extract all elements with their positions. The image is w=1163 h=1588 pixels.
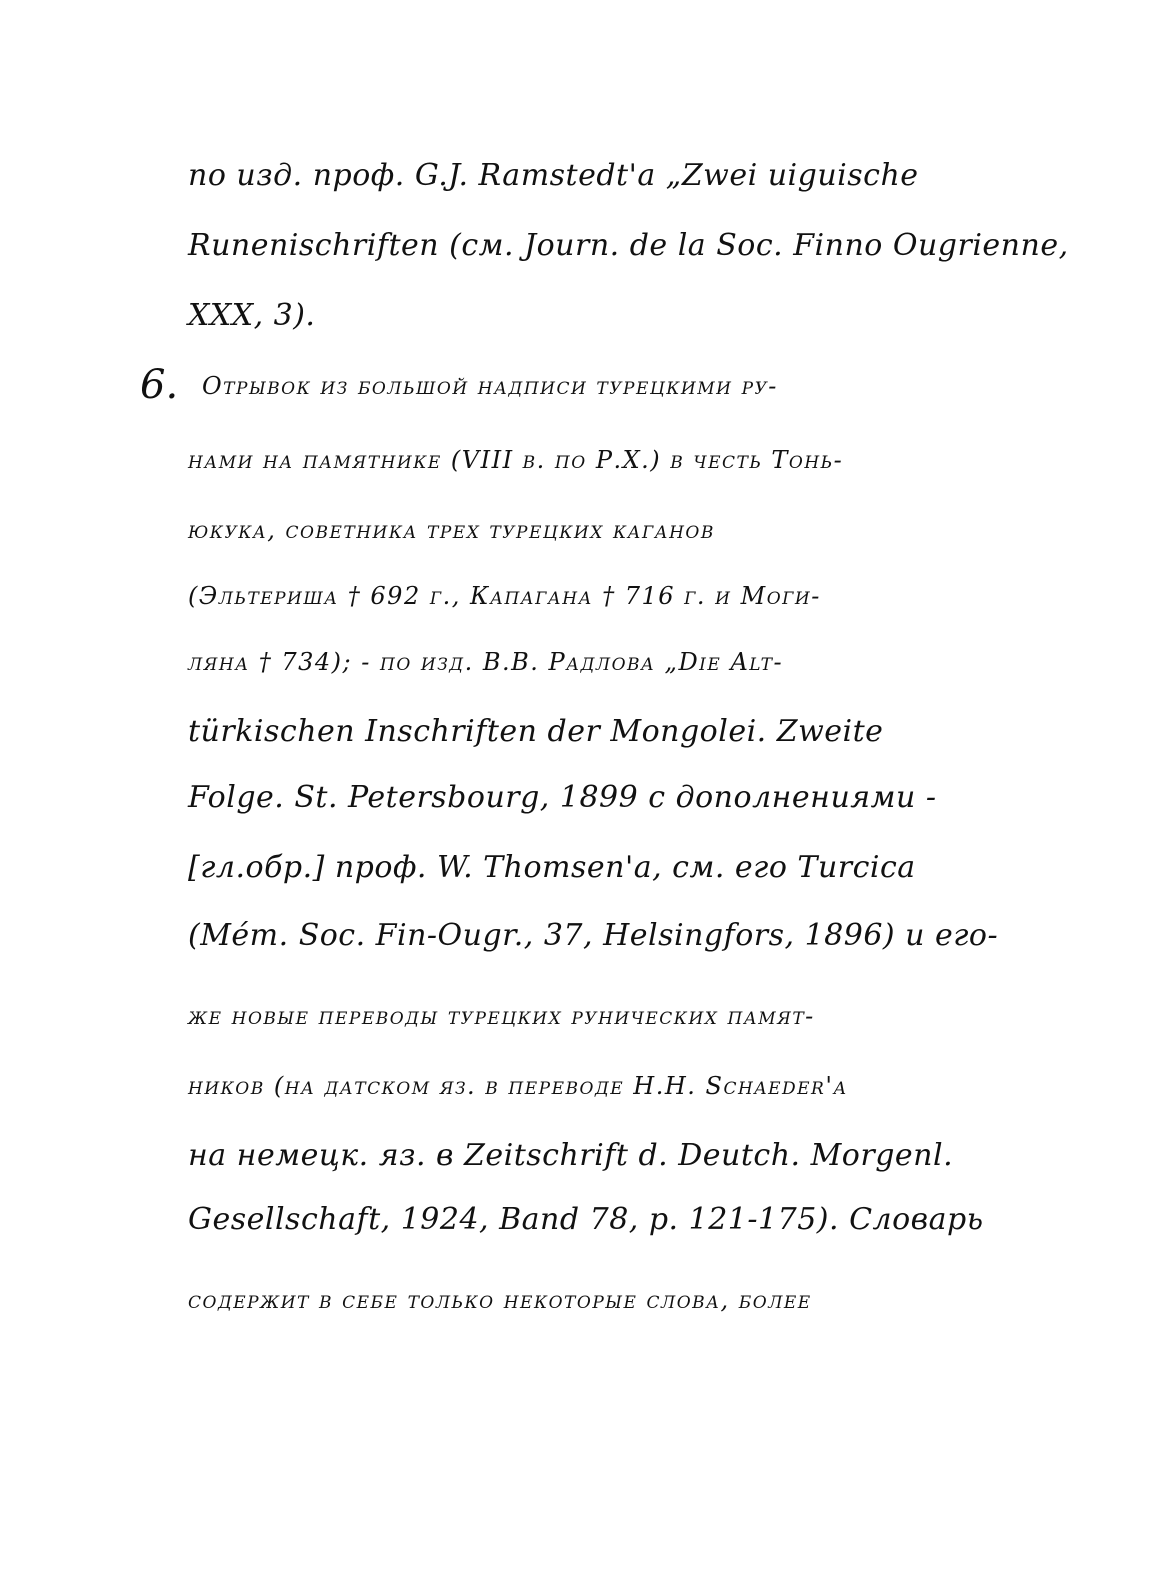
- text-line-16: Gesellschaft, 1924, Band 78, p. 121-175). Словарь: [188, 1202, 984, 1237]
- text-line-15: на немецк. яз. в Zeitschrift d. Deutch. Morgenl.: [188, 1138, 954, 1173]
- text-line-14: ников (на датском яз. в переводе H.H. Schaeder'а: [188, 1072, 848, 1100]
- text-line-3: XXX, 3).: [188, 298, 316, 333]
- item-number: 6.: [140, 362, 179, 408]
- text-line-7: (Эльтериша † 692 г., Капагана † 716 г. и Моги-: [188, 582, 821, 610]
- text-line-2: Runenischriften (см. Journ. de la Soc. Finno Ougrienne,: [188, 228, 1069, 263]
- text-line-13: же новые переводы турецких рунических памят-: [188, 1002, 815, 1030]
- text-line-4: Отрывок из большой надписи турецкими ру-: [202, 372, 778, 400]
- text-line-8: ляна † 734); - по изд. В.В. Радлова „Die Alt-: [188, 648, 784, 676]
- text-line-17: содержит в себе только некоторые слова, более: [188, 1286, 812, 1314]
- text-line-9: türkischen Inschriften der Mongolei. Zweite: [188, 714, 884, 749]
- text-line-6: юкука, советника трех турецких каганов: [188, 516, 715, 544]
- text-line-10: Folge. St. Petersbourg, 1899 с дополнениями -: [188, 780, 937, 815]
- text-line-12: (Mém. Soc. Fin-Ougr., 37, Helsingfors, 1896) и его-: [188, 918, 999, 953]
- text-line-1: по изд. проф. G.J. Ramstedt'a „Zwei uiguische: [188, 158, 919, 193]
- text-line-11: [гл.обр.] проф. W. Thomsen'a, см. его Turcica: [188, 850, 916, 885]
- text-line-5: нами на памятнике (VIII в. по Р.Х.) в честь Тонь-: [188, 446, 844, 474]
